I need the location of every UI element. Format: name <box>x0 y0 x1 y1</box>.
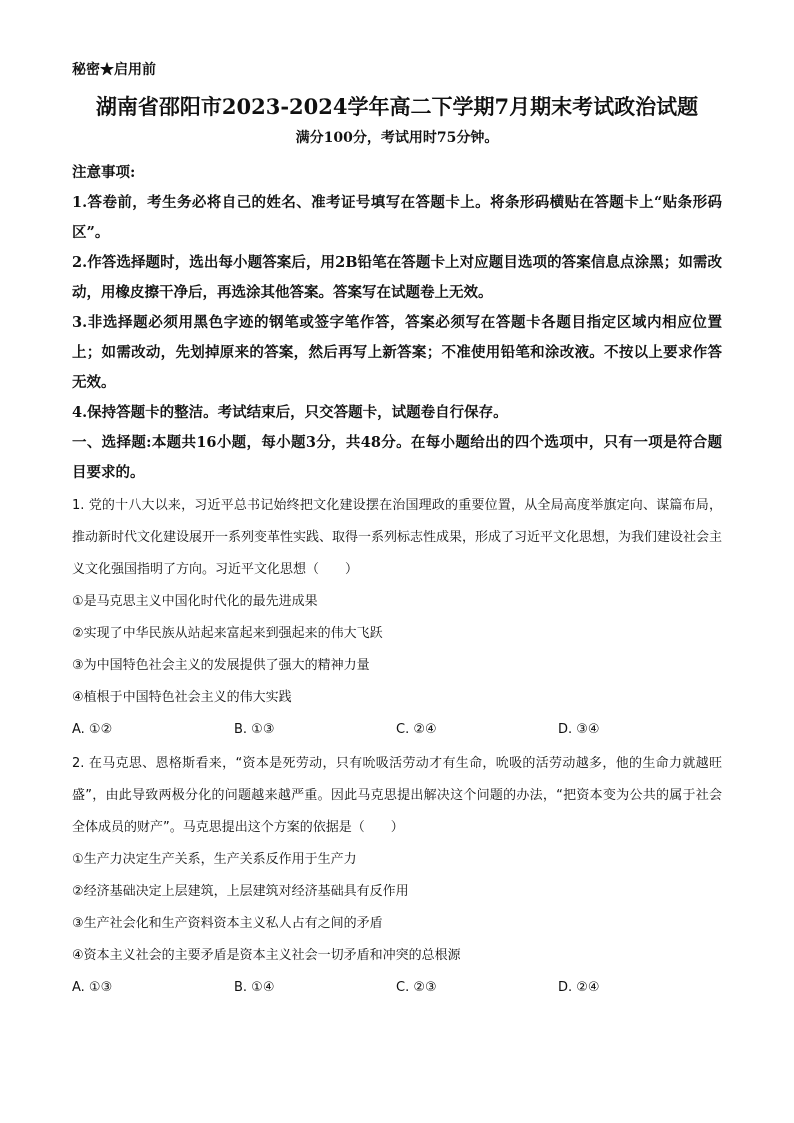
exam-title: 湖南省邵阳市2023-2024学年高二下学期7月期末考试政治试题 <box>95 94 699 119</box>
notice-heading: 注意事项: <box>72 164 136 181</box>
question-option: ③为中国特色社会主义的发展提供了强大的精神力量 <box>72 658 370 673</box>
exam-page <box>72 60 722 1004</box>
choice-c: C. ②④ <box>396 722 437 737</box>
notice-item-3: 3.非选择题必须用黑色字迹的钢笔或签字笔作答，答案必须写在答题卡各题目指定区域内相应位置上；如需改动，先划掉原来的答案，然后再写上新答案；不准使用铅笔和涂改液。不按以上要求作答无效。 <box>72 314 722 391</box>
question-option: ③生产社会化和生产资料资本主义私人占有之间的矛盾 <box>72 916 383 931</box>
confidential-label: 秘密★启用前 <box>72 62 156 78</box>
choice-a: A. ①③ <box>72 980 113 995</box>
choice-d: D. ③④ <box>558 722 600 737</box>
section-heading: 一、选择题:本题共16小题，每小题3分，共48分。在每小题给出的四个选项中，只有一项是符合题目要求的。 <box>72 434 722 481</box>
question-option: ①是马克思主义中国化时代化的最先进成果 <box>72 594 318 609</box>
notice-item-2: 2.作答选择题时，选出每小题答案后，用2B铅笔在答题卡上对应题目选项的答案信息点涂黑；如需改动，用橡皮擦干净后，再选涂其他答案。答案写在试题卷上无效。 <box>72 254 722 301</box>
choice-a: A. ①② <box>72 722 113 737</box>
question-option: ④资本主义社会的主要矛盾是资本主义社会一切矛盾和冲突的总根源 <box>72 948 461 963</box>
question-1 <box>72 490 722 746</box>
question-stem: 1. 党的十八大以来，习近平总书记始终把文化建设摆在治国理政的重要位置，从全局高度举旗定向、谋篇布局，推动新时代文化建设展开一系列变革性实践、取得一系列标志性成果，形成了习近平文化思想，为我们建设社会主义文化强国指明了方向。习近平文化思想（ ） <box>72 498 723 577</box>
choice-c: C. ②③ <box>396 980 437 995</box>
notice-item-4: 4.保持答题卡的整洁。考试结束后，只交答题卡，试题卷自行保存。 <box>72 404 508 421</box>
choice-b: B. ①④ <box>234 980 275 995</box>
question-option: ④植根于中国特色社会主义的伟大实践 <box>72 690 292 705</box>
question-2 <box>72 748 722 1004</box>
question-option: ②实现了中华民族从站起来富起来到强起来的伟大飞跃 <box>72 626 383 641</box>
choice-b: B. ①③ <box>234 722 275 737</box>
answer-choices <box>72 714 722 746</box>
question-option: ①生产力决定生产关系，生产关系反作用于生产力 <box>72 852 357 867</box>
exam-subtitle: 满分100分，考试用时75分钟。 <box>295 130 499 146</box>
question-stem: 2. 在马克思、恩格斯看来，“资本是死劳动，只有吮吸活劳动才有生命，吮吸的活劳动越多，他的生命力就越旺盛”，由此导致两极分化的问题越来越严重。因此马克思提出解决这个问题的办法，“把资本变为公共的属于社会全体成员的财产”。马克思提出这个方案的依据是（ ） <box>72 756 722 835</box>
choice-d: D. ②④ <box>558 980 600 995</box>
notice-item-1: 1.答卷前，考生务必将自己的姓名、准考证号填写在答题卡上。将条形码横贴在答题卡上“贴条形码区”。 <box>72 194 722 241</box>
question-option: ②经济基础决定上层建筑，上层建筑对经济基础具有反作用 <box>72 884 409 899</box>
answer-choices <box>72 972 722 1004</box>
